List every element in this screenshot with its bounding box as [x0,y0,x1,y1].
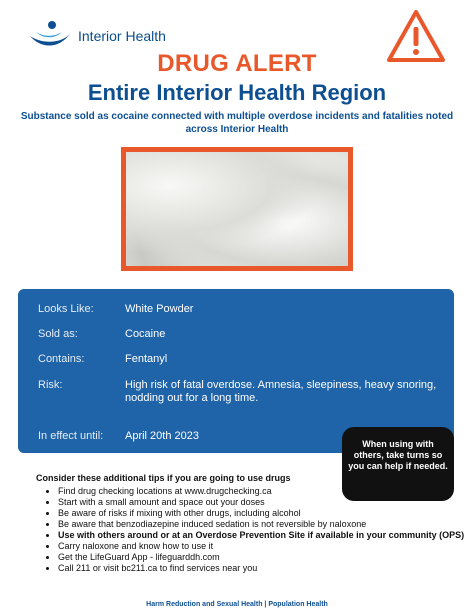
list-item: • Get the LifeGuard App - lifeguarddh.com [58,552,468,563]
callout-bubble: When using with others, take turns so you can help if needed. [342,427,454,501]
list-item: • Be aware that benzodiazepine induced sedation is not reversible by naloxone [58,519,468,530]
detail-value: April 20th 2023 [125,430,199,442]
alert-subtitle: Substance sold as cocaine connected with multiple overdose incidents and fatalities noted across Interior Health [20,111,454,135]
interior-health-logo-icon [28,18,72,54]
detail-value: White Powder [125,303,194,315]
list-item: • Be aware of risks if mixing with other drugs, including alcohol [58,508,468,519]
alert-title: DRUG ALERT [157,50,317,77]
substance-photo-frame [121,147,353,271]
detail-label: In effect until: [38,430,104,442]
list-item: • Carry naloxone and know how to use it [58,541,468,552]
detail-value: Fentanyl [125,353,168,365]
substance-photo [126,152,348,266]
alert-region: Entire Interior Health Region [87,80,387,105]
detail-label: Contains: [38,353,85,365]
detail-label: Sold as: [38,328,78,340]
detail-label: Risk: [38,379,63,391]
list-item: • Start with a small amount and space out your doses [58,497,468,508]
tips-heading: Consider these additional tips if you are going to use drugs [36,473,291,483]
detail-label: Looks Like: [38,303,94,315]
org-name: Interior Health [78,28,166,44]
tips-list [46,486,468,574]
list-item: • Use with others around or at an Overdose Prevention Site if available in your community (OPS) [58,530,468,541]
list-item: • Find drug checking locations at www.drugchecking.ca [58,486,468,497]
footer-text: Harm Reduction and Sexual Health | Population Health [146,601,328,608]
detail-value: High risk of fatal overdose. Amnesia, sleepiness, heavy snoring, nodding out for a long time. [125,379,437,404]
list-item: • Call 211 or visit bc211.ca to find services near you [58,563,468,574]
detail-value: Cocaine [125,328,166,340]
